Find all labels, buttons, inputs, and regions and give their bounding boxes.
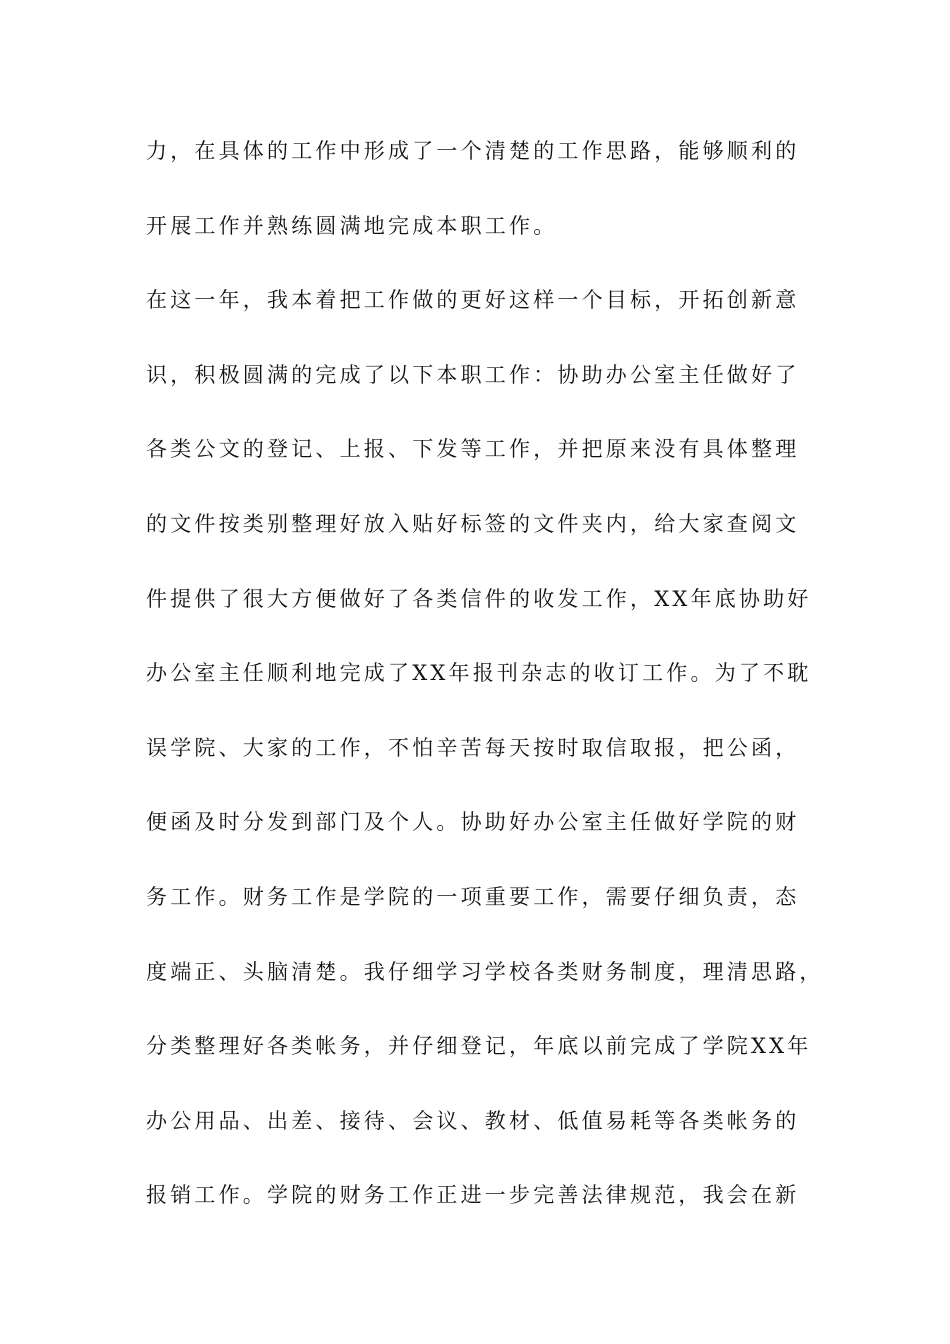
text-line: 度端正、头脑清楚。我仔细学习学校各类财务制度，理清思路，: [146, 959, 824, 984]
text-line: 办公用品、出差、接待、会议、教材、低值易耗等各类帐务的: [146, 1108, 800, 1133]
text-line: 的文件按类别整理好放入贴好标签的文件夹内，给大家查阅文: [146, 511, 800, 536]
text-line: 办公室主任顺利地完成了XX年报刊杂志的收订工作。为了不耽: [146, 661, 812, 686]
text-line: 在这一年，我本着把工作做的更好这样一个目标，开拓创新意: [146, 288, 800, 313]
text-line: 各类公文的登记、上报、下发等工作，并把原来没有具体整理: [146, 437, 800, 462]
text-line: 务工作。财务工作是学院的一项重要工作，需要仔细负责，态: [146, 884, 800, 909]
text-line: 开展工作并熟练圆满地完成本职工作。: [146, 213, 558, 238]
body-text: [146, 128, 826, 1247]
text-line: 便函及时分发到部门及个人。协助好办公室主任做好学院的财: [146, 810, 800, 835]
text-line: 分类整理好各类帐务，并仔细登记，年底以前完成了学院XX年: [146, 1034, 812, 1059]
text-line: 件提供了很大方便做好了各类信件的收发工作，XX年底协助好: [146, 586, 812, 611]
text-line: 报销工作。学院的财务工作正进一步完善法律规范，我会在新: [146, 1183, 800, 1208]
text-line: 力，在具体的工作中形成了一个清楚的工作思路，能够顺利的: [146, 139, 800, 163]
text-line: 误学院、大家的工作，不怕辛苦每天按时取信取报，把公函，: [146, 735, 800, 760]
text-line: 识，积极圆满的完成了以下本职工作：协助办公室主任做好了: [146, 362, 800, 387]
